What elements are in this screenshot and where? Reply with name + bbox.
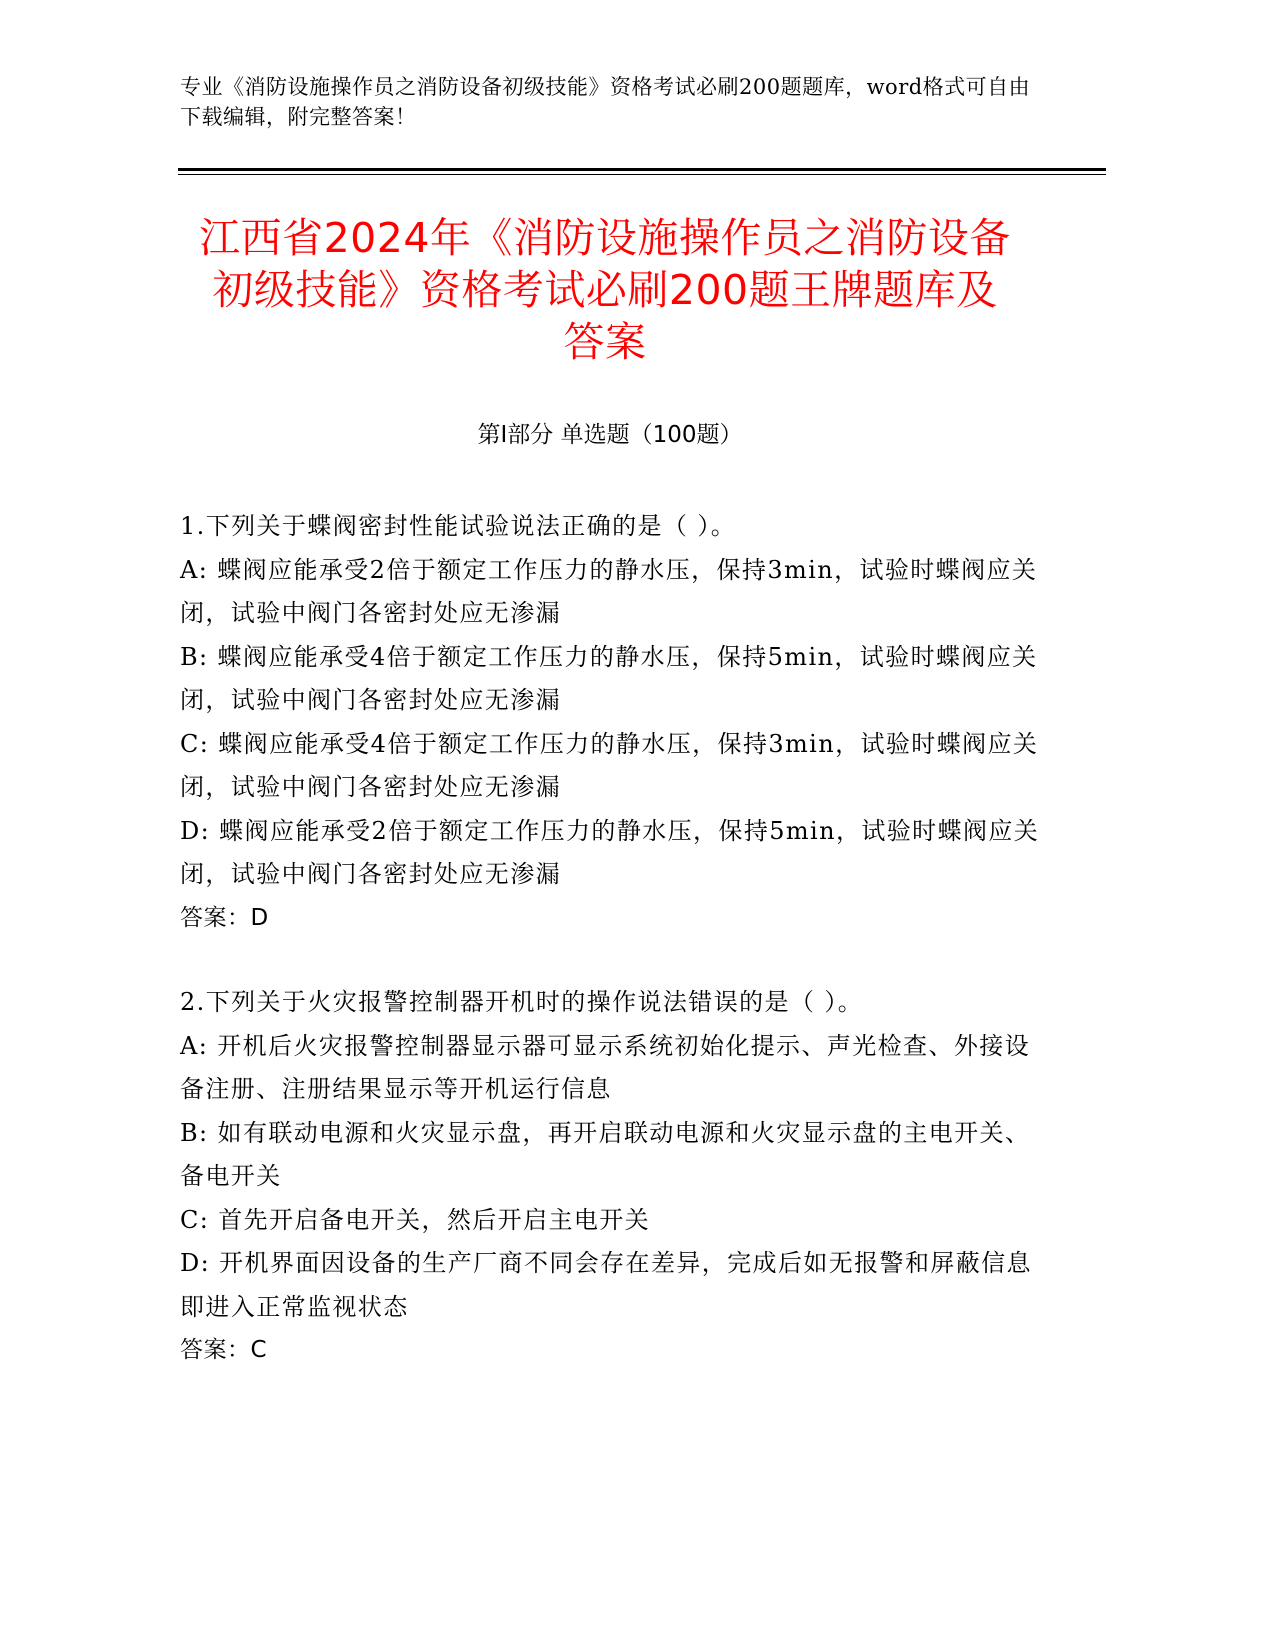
header-divider-thin (178, 174, 1106, 175)
option-a: A: 蝶阀应能承受2倍于额定工作压力的静水压，保持3min，试验时蝶阀应关闭，试验中阀门各密封处应无渗漏 (180, 555, 1038, 627)
option-c: C: 首先开启备电开关，然后开启主电开关 (180, 1205, 651, 1234)
option-c: C: 蝶阀应能承受4倍于额定工作压力的静水压，保持3min，试验时蝶阀应关闭，试验中阀门各密封处应无渗漏 (180, 729, 1039, 801)
title-line-3: 答案 (563, 318, 647, 366)
header-divider-thick (178, 168, 1106, 171)
option-b: B: 蝶阀应能承受4倍于额定工作压力的静水压，保持5min，试验时蝶阀应关闭，试验中阀门各密封处应无渗漏 (180, 642, 1038, 714)
question-block (180, 505, 1040, 940)
document-title (170, 212, 1040, 368)
title-line-1: 江西省2024年《消防设施操作员之消防设备 (199, 214, 1011, 262)
document-header-note: 专业《消防设施操作员之消防设备初级技能》资格考试必刷200题题库，word格式可自由下载编辑，附完整答案！ (180, 75, 1031, 129)
section-heading: 第I部分 单选题（100题） (477, 422, 743, 448)
title-line-2: 初级技能》资格考试必刷200题王牌题库及 (212, 266, 998, 314)
question-stem: 1.下列关于蝶阀密封性能试验说法正确的是（ ）。 (180, 512, 737, 540)
question-block (180, 981, 1040, 1373)
option-b: B: 如有联动电源和火灾显示盘，再开启联动电源和火灾显示盘的主电开关、备电开关 (180, 1118, 1031, 1190)
option-a: A: 开机后火灾报警控制器显示器可显示系统初始化提示、声光检查、外接设备注册、注册结果显示等开机运行信息 (180, 1031, 1031, 1103)
question-stem: 2.下列关于火灾报警控制器开机时的操作说法错误的是（ ）。 (180, 988, 864, 1016)
option-d: D: 蝶阀应能承受2倍于额定工作压力的静水压，保持5min，试验时蝶阀应关闭，试验中阀门各密封处应无渗漏 (180, 816, 1040, 888)
answer-line: 答案：D (180, 904, 269, 931)
option-d: D: 开机界面因设备的生产厂商不同会存在差异，完成后如无报警和屏蔽信息即进入正常监视状态 (180, 1249, 1032, 1321)
answer-line: 答案：C (180, 1337, 268, 1363)
